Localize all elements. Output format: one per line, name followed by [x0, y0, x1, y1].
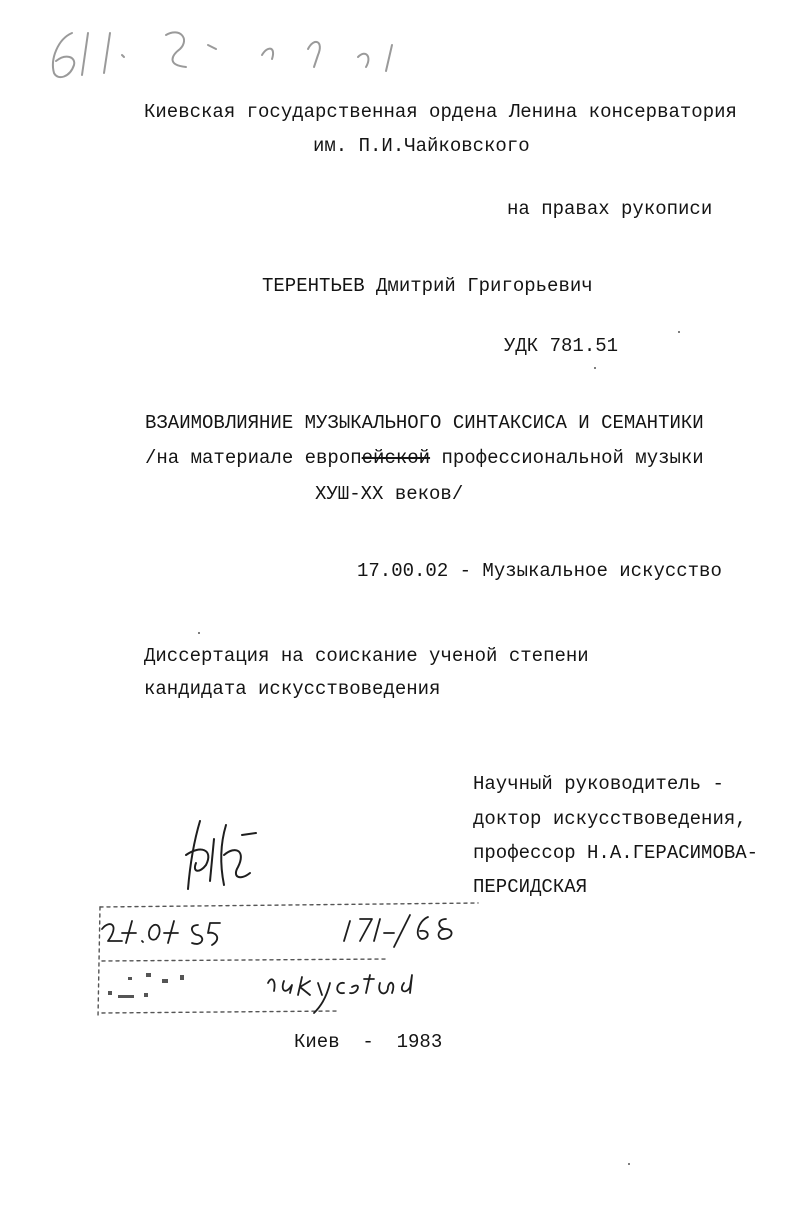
- title-line-2-start: /на материале европ: [145, 447, 362, 469]
- manuscript-note: на правах рукописи: [507, 198, 713, 220]
- scan-speck: [594, 367, 596, 369]
- supervisor-line-3: профессор Н.А.ГЕРАСИМОВА-: [473, 842, 759, 864]
- title-struck-word: ейской: [361, 447, 431, 469]
- degree-line-1: Диссертация на соискание ученой степени: [144, 645, 589, 667]
- title-line-3: ХУШ-ХХ веков/: [315, 483, 464, 505]
- place-year: Киев - 1983: [294, 1031, 443, 1053]
- signature-icon: [180, 815, 270, 895]
- degree-line-2: кандидата искусствоведения: [144, 678, 441, 700]
- scan-speck: [678, 331, 680, 333]
- supervisor-line-4: ПЕРСИДСКАЯ: [473, 876, 588, 898]
- scan-speck: [198, 632, 200, 634]
- supervisor-line-1: Научный руководитель -: [473, 773, 724, 795]
- author-name: ТЕРЕНТЬЕВ Дмитрий Григорьевич: [262, 275, 593, 297]
- institution-line-2: им. П.И.Чайковского: [313, 135, 530, 157]
- title-line-2-end: профессиональной музыки: [430, 447, 704, 469]
- institution-line-1: Киевская государственная ордена Ленина консерватория: [144, 101, 737, 123]
- title-line-2: [145, 446, 704, 470]
- supervisor-line-2: доктор искусствоведения,: [473, 808, 747, 830]
- handwritten-top-number-icon: [40, 15, 440, 90]
- udc-code: УДК 781.51: [504, 335, 619, 357]
- specialty-code: 17.00.02 - Музыкальное искусство: [357, 560, 722, 582]
- library-stamp-icon: [88, 895, 488, 1025]
- scan-speck: [628, 1163, 630, 1165]
- title-line-1: ВЗАИМОВЛИЯНИЕ МУЗЫКАЛЬНОГО СИНТАКСИСА И СЕМАНТИКИ: [145, 412, 704, 434]
